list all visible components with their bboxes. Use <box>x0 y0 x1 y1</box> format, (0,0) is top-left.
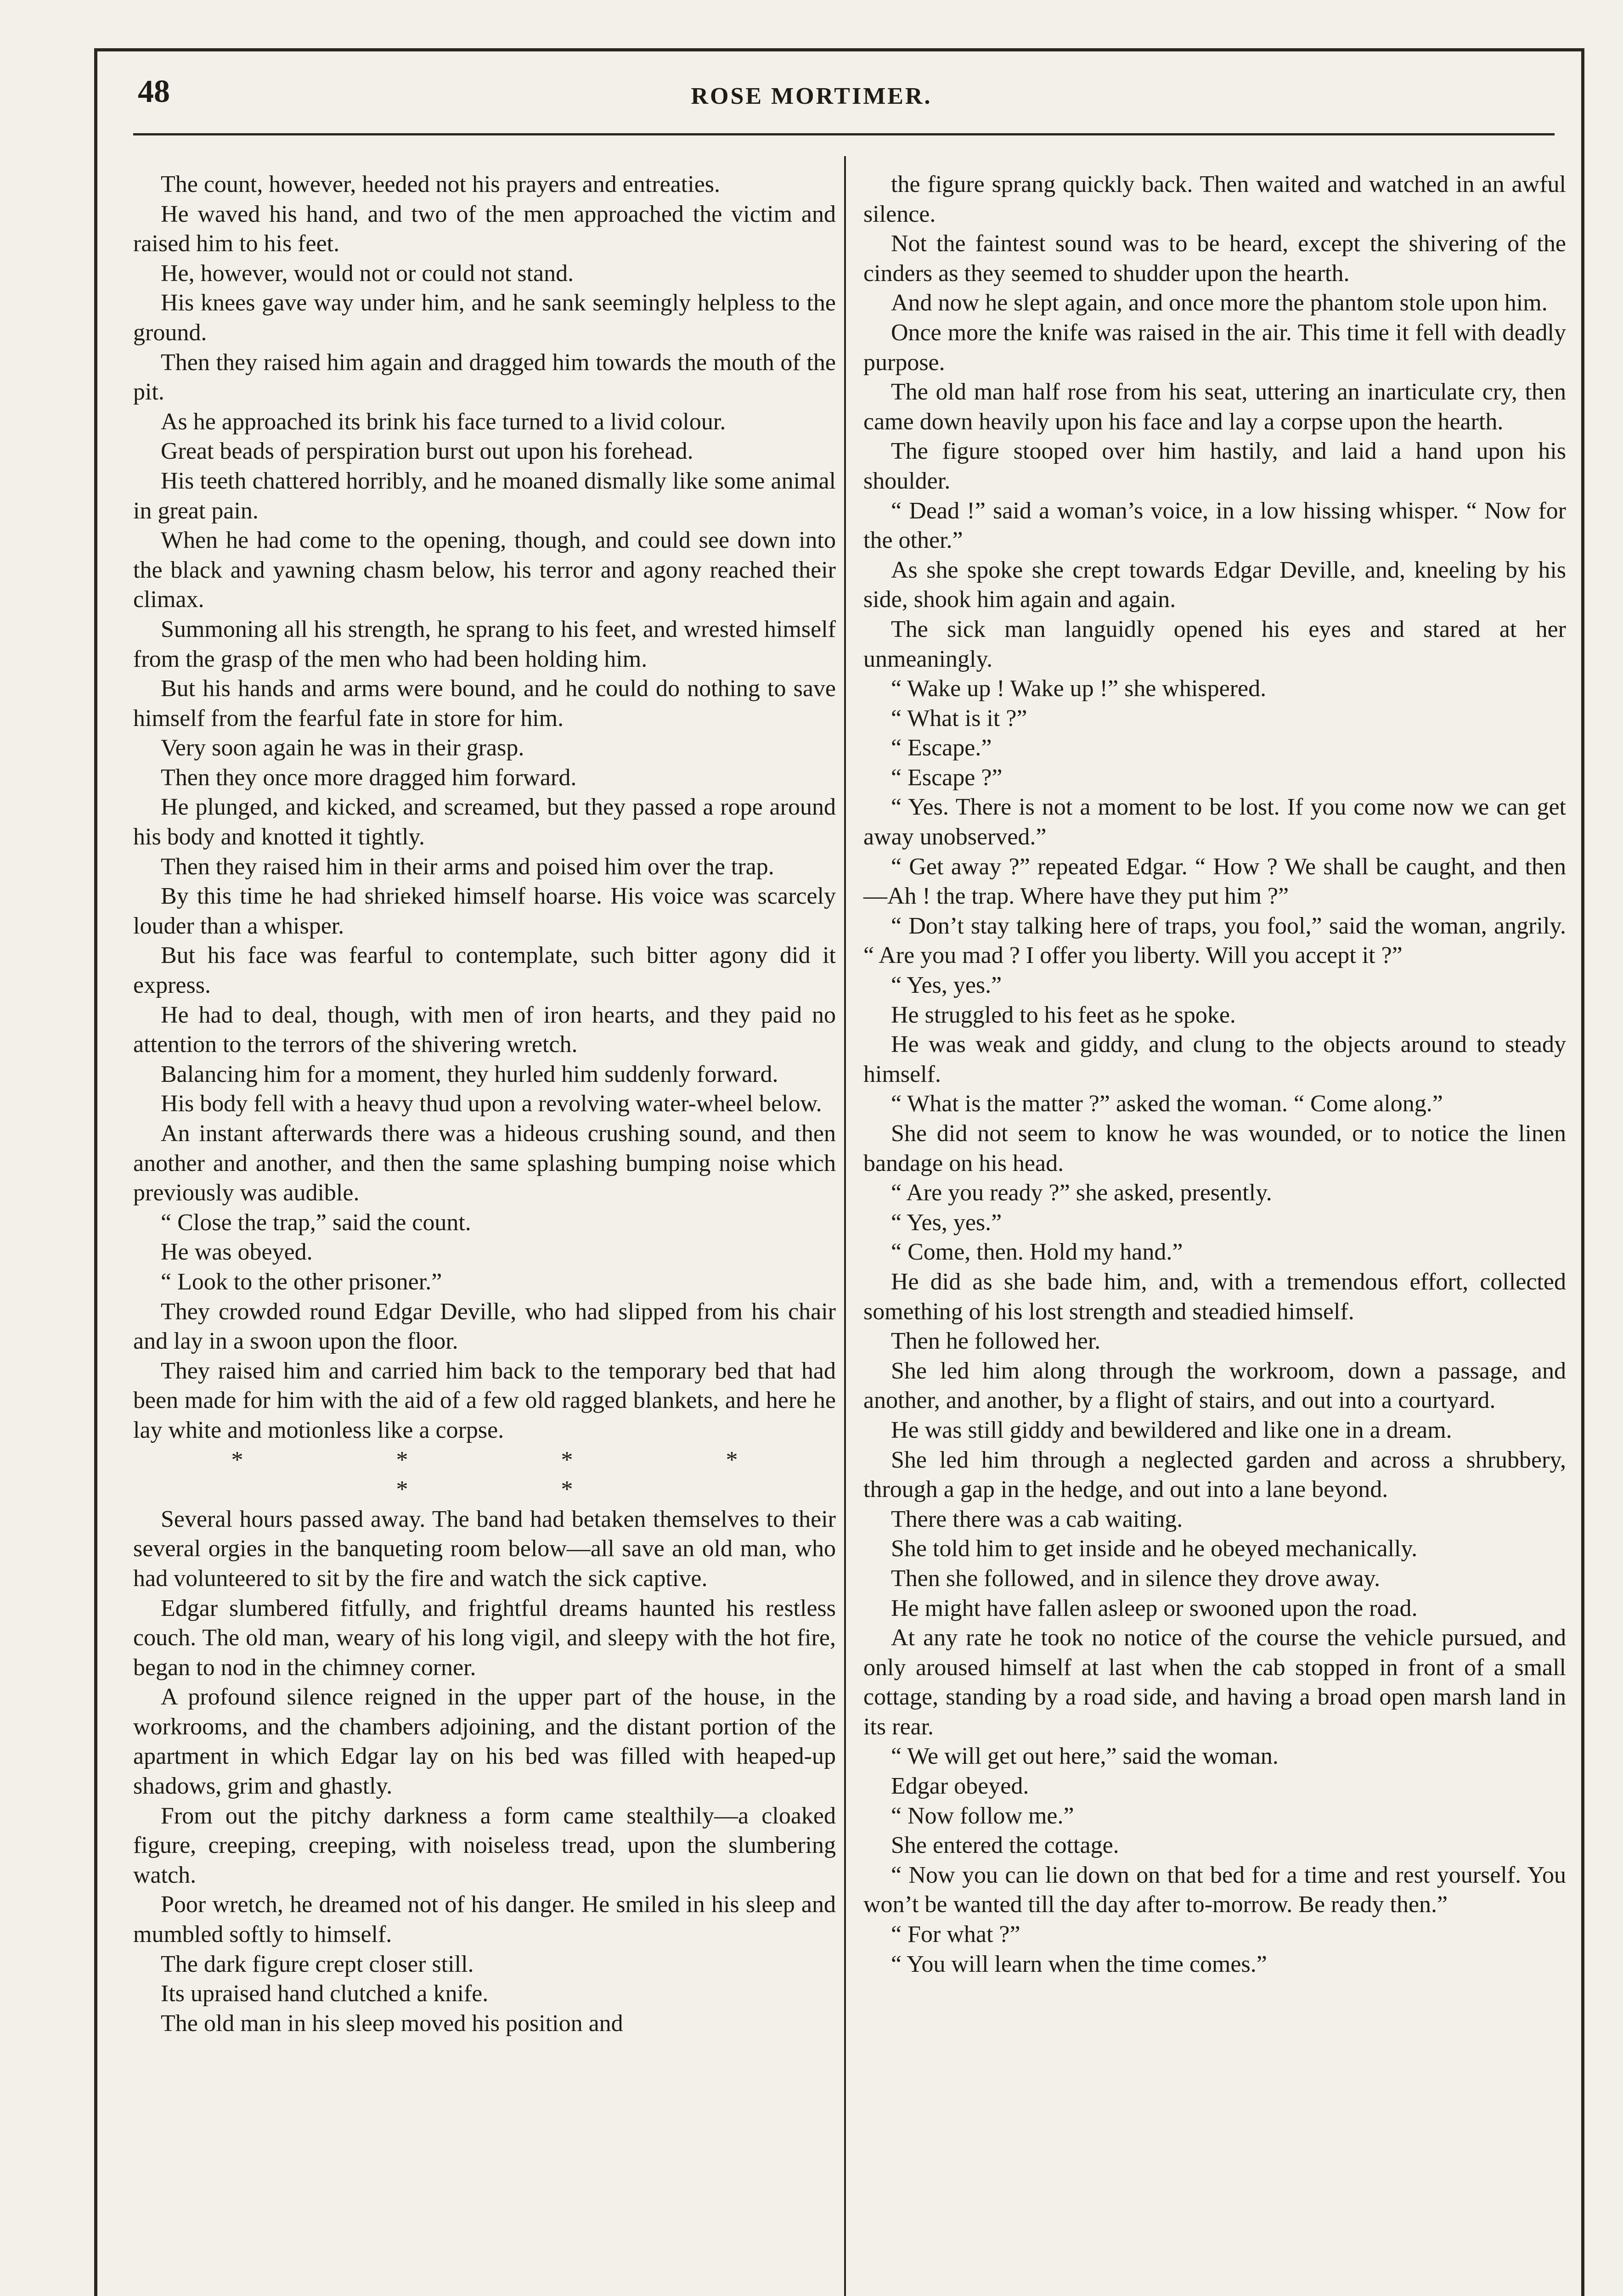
paragraph: By this time he had shrieked himself hoarse. His voice was scarcely louder than a whisper. <box>133 883 836 939</box>
paragraph: He, however, would not or could not stand. <box>161 260 574 287</box>
paragraph: He might have fallen asleep or swooned upon the road. <box>891 1595 1418 1621</box>
paragraph: Then they raised him in their arms and poised him over the trap. <box>161 853 774 880</box>
paragraph: Its upraised hand clutched a knife. <box>161 1981 489 2007</box>
paragraph: The old man half rose from his seat, uttering an inarticulate cry, then came down heavily upon his face and lay a corpse upon the hearth. <box>863 379 1566 435</box>
paragraph: He waved his hand, and two of the men approached the victim and raised him to his feet. <box>133 201 836 257</box>
paragraph: The count, however, heeded not his prayers and entreaties. <box>161 171 721 197</box>
paragraph: She led him along through the workroom, down a passage, and another, and another, by a flight of stairs, and out into a courtyard. <box>863 1357 1566 1414</box>
paragraph: The old man in his sleep moved his position and <box>161 2010 623 2037</box>
paragraph: “ Don’t stay talking here of traps, you fool,” said the woman, angrily. “ Are you mad ? I offer you liberty. Will you accept it ?” <box>863 912 1566 969</box>
paragraph: She told him to get inside and he obeyed mechanically. <box>891 1536 1418 1562</box>
paragraph: He was weak and giddy, and clung to the objects around to steady himself. <box>863 1031 1566 1087</box>
paragraph: “ For what ?” <box>891 1921 1020 1948</box>
paragraph: But his face was fearful to contemplate, such bitter agony did it express. <box>133 942 836 999</box>
paragraph: Summoning all his strength, he sprang to his feet, and wrested himself from the grasp of the men who had been holding him. <box>133 616 836 672</box>
paragraph: “ Dead !” said a woman’s voice, in a low hissing whisper. “ Now for the other.” <box>863 497 1566 554</box>
section-break: * * * * * * <box>231 1446 812 1503</box>
paragraph: But his hands and arms were bound, and he could do nothing to save himself from the fearful fate in store for him. <box>133 675 836 732</box>
paragraph: “ Come, then. Hold my hand.” <box>891 1239 1183 1266</box>
paragraph: As he approached its brink his face turned to a livid colour. <box>161 408 726 435</box>
paragraph: His body fell with a heavy thud upon a revolving water-wheel below. <box>161 1091 822 1117</box>
paragraph: They raised him and carried him back to the temporary bed that had been made for him with the aid of a few old ragged blankets, and here he lay white and motionless like a corpse. <box>133 1357 836 1443</box>
paragraph: Edgar obeyed. <box>891 1773 1029 1800</box>
column-divider <box>844 156 846 2296</box>
paragraph: Balancing him for a moment, they hurled him suddenly forward. <box>161 1061 778 1087</box>
paragraph: “ Escape ?” <box>891 764 1003 791</box>
paragraph: Very soon again he was in their grasp. <box>161 735 524 761</box>
paragraph: “ You will learn when the time comes.” <box>891 1951 1267 1977</box>
paragraph: He was obeyed. <box>161 1239 313 1266</box>
paragraph: From out the pitchy darkness a form came stealthily—a cloaked figure, creeping, creeping, with noiseless tread, upon the slumbering watch. <box>133 1802 836 1888</box>
right-column <box>863 170 1566 1979</box>
paragraph: He did as she bade him, and, with a tremendous effort, collected something of his lost strength and steadied himself. <box>863 1268 1566 1325</box>
paragraph: The dark figure crept closer still. <box>161 1951 474 1977</box>
paragraph: As she spoke she crept towards Edgar Deville, and, kneeling by his side, shook him again and again. <box>863 557 1566 613</box>
paragraph: Not the faintest sound was to be heard, except the shivering of the cinders as they seemed to shudder upon the hearth. <box>863 231 1566 287</box>
paragraph: She did not seem to know he was wounded, or to notice the linen bandage on his head. <box>863 1120 1566 1176</box>
paragraph: His knees gave way under him, and he sank seemingly helpless to the ground. <box>133 290 836 346</box>
paragraph: “ Are you ready ?” she asked, presently. <box>891 1180 1272 1206</box>
paragraph: They crowded round Edgar Deville, who had slipped from his chair and lay in a swoon upon the floor. <box>133 1298 836 1355</box>
paragraph: She entered the cottage. <box>891 1832 1119 1859</box>
paragraph: Then they once more dragged him forward. <box>161 764 577 791</box>
paragraph: And now he slept again, and once more the phantom stole upon him. <box>891 290 1548 316</box>
paragraph: Edgar slumbered fitfully, and frightful dreams haunted his restless couch. The old man, weary of his long vigil, and sleepy with the hot fire, began to nod in the chimney corner. <box>133 1595 836 1681</box>
running-head: ROSE MORTIMER. <box>691 83 932 109</box>
paragraph: She led him through a neglected garden and across a shrubbery, through a gap in the hedge, and out into a lane beyond. <box>863 1446 1566 1503</box>
paragraph: “ Yes. There is not a moment to be lost. If you come now we can get away unobserved.” <box>863 794 1566 850</box>
paragraph: Once more the knife was raised in the air. This time it fell with deadly purpose. <box>863 319 1566 376</box>
paragraph: “ Now you can lie down on that bed for a time and rest yourself. You won’t be wanted till the day after to-morrow. Be ready then.” <box>863 1862 1566 1918</box>
paragraph: “ Escape.” <box>891 735 992 761</box>
paragraph: the figure sprang quickly back. Then waited and watched in an awful silence. <box>863 171 1566 227</box>
paragraph: “ What is the matter ?” asked the woman. “ Come along.” <box>891 1091 1443 1117</box>
left-column <box>133 170 836 2038</box>
paragraph: “ Look to the other prisoner.” <box>161 1268 442 1295</box>
paragraph: “ Yes, yes.” <box>891 1209 1002 1236</box>
header-rule <box>133 133 1555 135</box>
page-number: 48 <box>138 74 170 109</box>
paragraph: A profound silence reigned in the upper part of the house, in the workrooms, and the chambers adjoining, and the distant portion of the apartment in which Edgar lay on his bed was filled with heaped-up shadows, grim and ghastly. <box>133 1684 836 1800</box>
paragraph: “ Wake up ! Wake up !” she whispered. <box>891 675 1267 702</box>
paragraph: The figure stooped over him hastily, and laid a hand upon his shoulder. <box>863 438 1566 494</box>
paragraph: When he had come to the opening, though, and could see down into the black and yawning chasm below, his terror and agony reached their climax. <box>133 527 836 613</box>
paragraph: The sick man languidly opened his eyes and stared at her unmeaningly. <box>863 616 1566 672</box>
paragraph: Poor wretch, he dreamed not of his danger. He smiled in his sleep and mumbled softly to himself. <box>133 1891 836 1948</box>
paragraph: “ What is it ?” <box>891 705 1027 732</box>
paragraph: His teeth chattered horribly, and he moaned dismally like some animal in great pain. <box>133 467 836 524</box>
paragraph: There there was a cab waiting. <box>891 1506 1183 1532</box>
paragraph: He had to deal, though, with men of iron hearts, and they paid no attention to the terrors of the shivering wretch. <box>133 1002 836 1058</box>
paragraph: An instant afterwards there was a hideous crushing sound, and then another and another, and then the same splashing bumping noise which previously was audible. <box>133 1120 836 1206</box>
paragraph: “ We will get out here,” said the woman. <box>891 1743 1279 1770</box>
paragraph: He plunged, and kicked, and screamed, but they passed a rope around his body and knotted it tightly. <box>133 794 836 850</box>
paragraph: He was still giddy and bewildered and like one in a dream. <box>891 1417 1452 1443</box>
paragraph: “ Yes, yes.” <box>891 972 1002 999</box>
paragraph: Several hours passed away. The band had betaken themselves to their several orgies in the banqueting room below—all save an old man, who had volunteered to sit by the fire and watch the sick captive. <box>133 1506 836 1592</box>
paragraph: Then she followed, and in silence they drove away. <box>891 1565 1381 1592</box>
paragraph: Then they raised him again and dragged him towards the mouth of the pit. <box>133 349 836 405</box>
paragraph: Then he followed her. <box>891 1328 1101 1355</box>
paragraph: “ Close the trap,” said the count. <box>161 1209 471 1236</box>
paragraph: “ Now follow me.” <box>891 1802 1074 1829</box>
paragraph: At any rate he took no notice of the course the vehicle pursued, and only aroused himself at last when the cab stopped in front of a small cottage, standing by a road side, and having a broad open marsh land in its rear. <box>863 1625 1566 1740</box>
paragraph: He struggled to his feet as he spoke. <box>891 1002 1236 1028</box>
paragraph: “ Get away ?” repeated Edgar. “ How ? We shall be caught, and then—Ah ! the trap. Where have they put him ?” <box>863 853 1566 910</box>
paragraph: Great beads of perspiration burst out upon his forehead. <box>161 438 693 465</box>
